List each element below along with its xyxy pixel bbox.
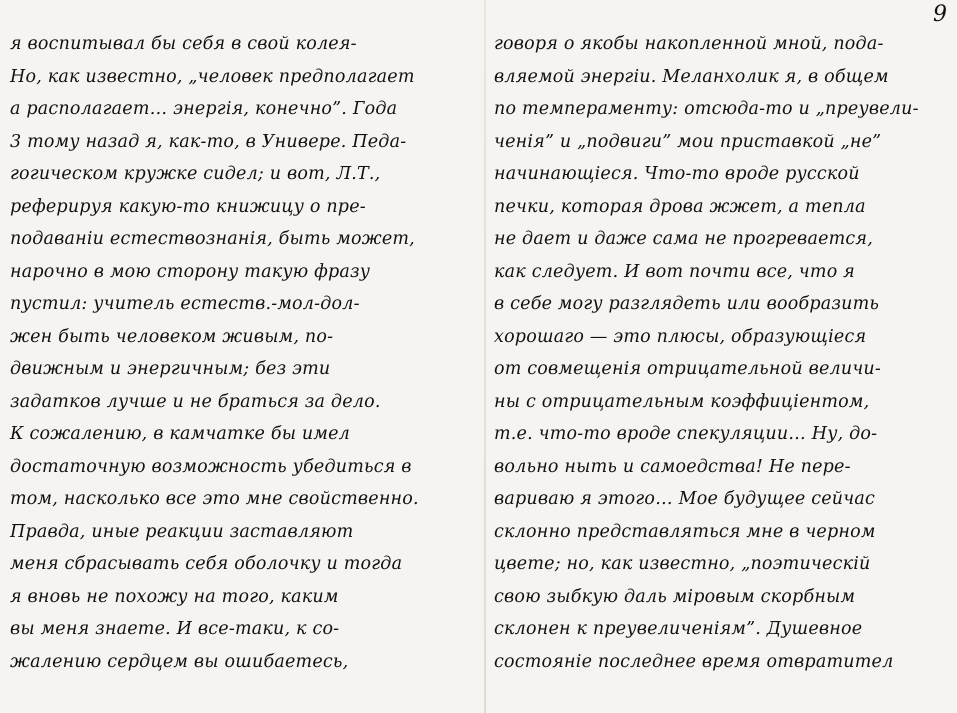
text-line: достаточную возможность убедиться в [10,456,412,477]
text-line: 3 тому назад я, как-то, в Универе. Педа- [10,131,407,152]
text-line: а располагает… энергія, конечно”. Года [10,99,398,119]
text-line: свою зыбкую даль міровым скорбным [494,586,856,607]
text-line: в себе могу разглядеть или вообразить [494,294,880,314]
text-line: от совмещенія отрицательной величи- [494,359,882,379]
text-line: жалению сердцем вы ошибаетесь, [10,651,349,672]
text-line: как следует. И вот почти все, что я [494,261,855,282]
text-line: т.е. что-то вроде спекуляции… Ну, до- [494,424,878,444]
text-line: вляемой энергіи. Меланхолик я, в общем [494,66,889,87]
text-line: задатков лучше и не браться за дело. [10,391,381,412]
text-line: говоря о якобы накопленной мной, пода- [494,34,884,54]
text-line: цвете; но, как известно, „поэтическій [494,554,871,574]
text-line: реферируя какую-то книжицу о пре- [10,196,366,217]
text-line: ченія” и „подвиги” мои приставкой „не” [494,131,882,152]
text-line: Правда, иные реакции заставляют [10,521,354,542]
page-number: 9 [933,2,947,27]
text-line: меня сбрасывать себя оболочку и тогда [10,554,403,574]
text-line: хорошаго — это плюсы, образующіеся [494,326,867,347]
text-line: по темпераменту: отсюда-то и „преувели- [494,99,919,119]
text-line: вольно ныть и самоедства! Не пере- [494,456,851,477]
text-line: печки, которая дрова жжет, а тепла [494,196,866,217]
text-line: склонен к преувеличеніям”. Душевное [494,619,863,639]
text-line: я воспитывал бы себя в свой колея- [10,34,357,54]
text-line: движным и энергичным; без эти [10,359,331,379]
text-line: вы меня знаете. И все-таки, к со- [10,619,340,639]
text-line: жен быть человеком живым, по- [10,326,334,347]
text-line: не дает и даже сама не прогревается, [494,229,873,249]
text-line: том, насколько все это мне свойственно. [10,489,419,509]
text-line: гогическом кружке сидел; и вот, Л.Т., [10,164,381,184]
text-line: подаваніи естествознанія, быть может, [10,229,415,249]
text-line: ны с отрицательным коэффиціентом, [494,391,870,412]
page-fold [484,0,486,713]
text-line: Но, как известно, „человек предполагает [10,66,415,87]
text-line: состояніе последнее время отвратител [494,651,894,672]
text-line: К сожалению, в камчатке бы имел [10,424,350,444]
text-line: пустил: учитель естеств.-мол-дол- [10,294,360,314]
text-line: нарочно в мою сторону такую фразу [10,261,371,282]
text-line: начинающіеся. Что-то вроде русской [494,164,860,184]
text-line: я вновь не похожу на того, каким [10,586,339,607]
text-line: вариваю я этого… Мое будущее сейчас [494,489,875,509]
text-line: склонно представляться мне в черном [494,521,876,542]
left-column [10,28,480,678]
right-column [494,28,944,678]
